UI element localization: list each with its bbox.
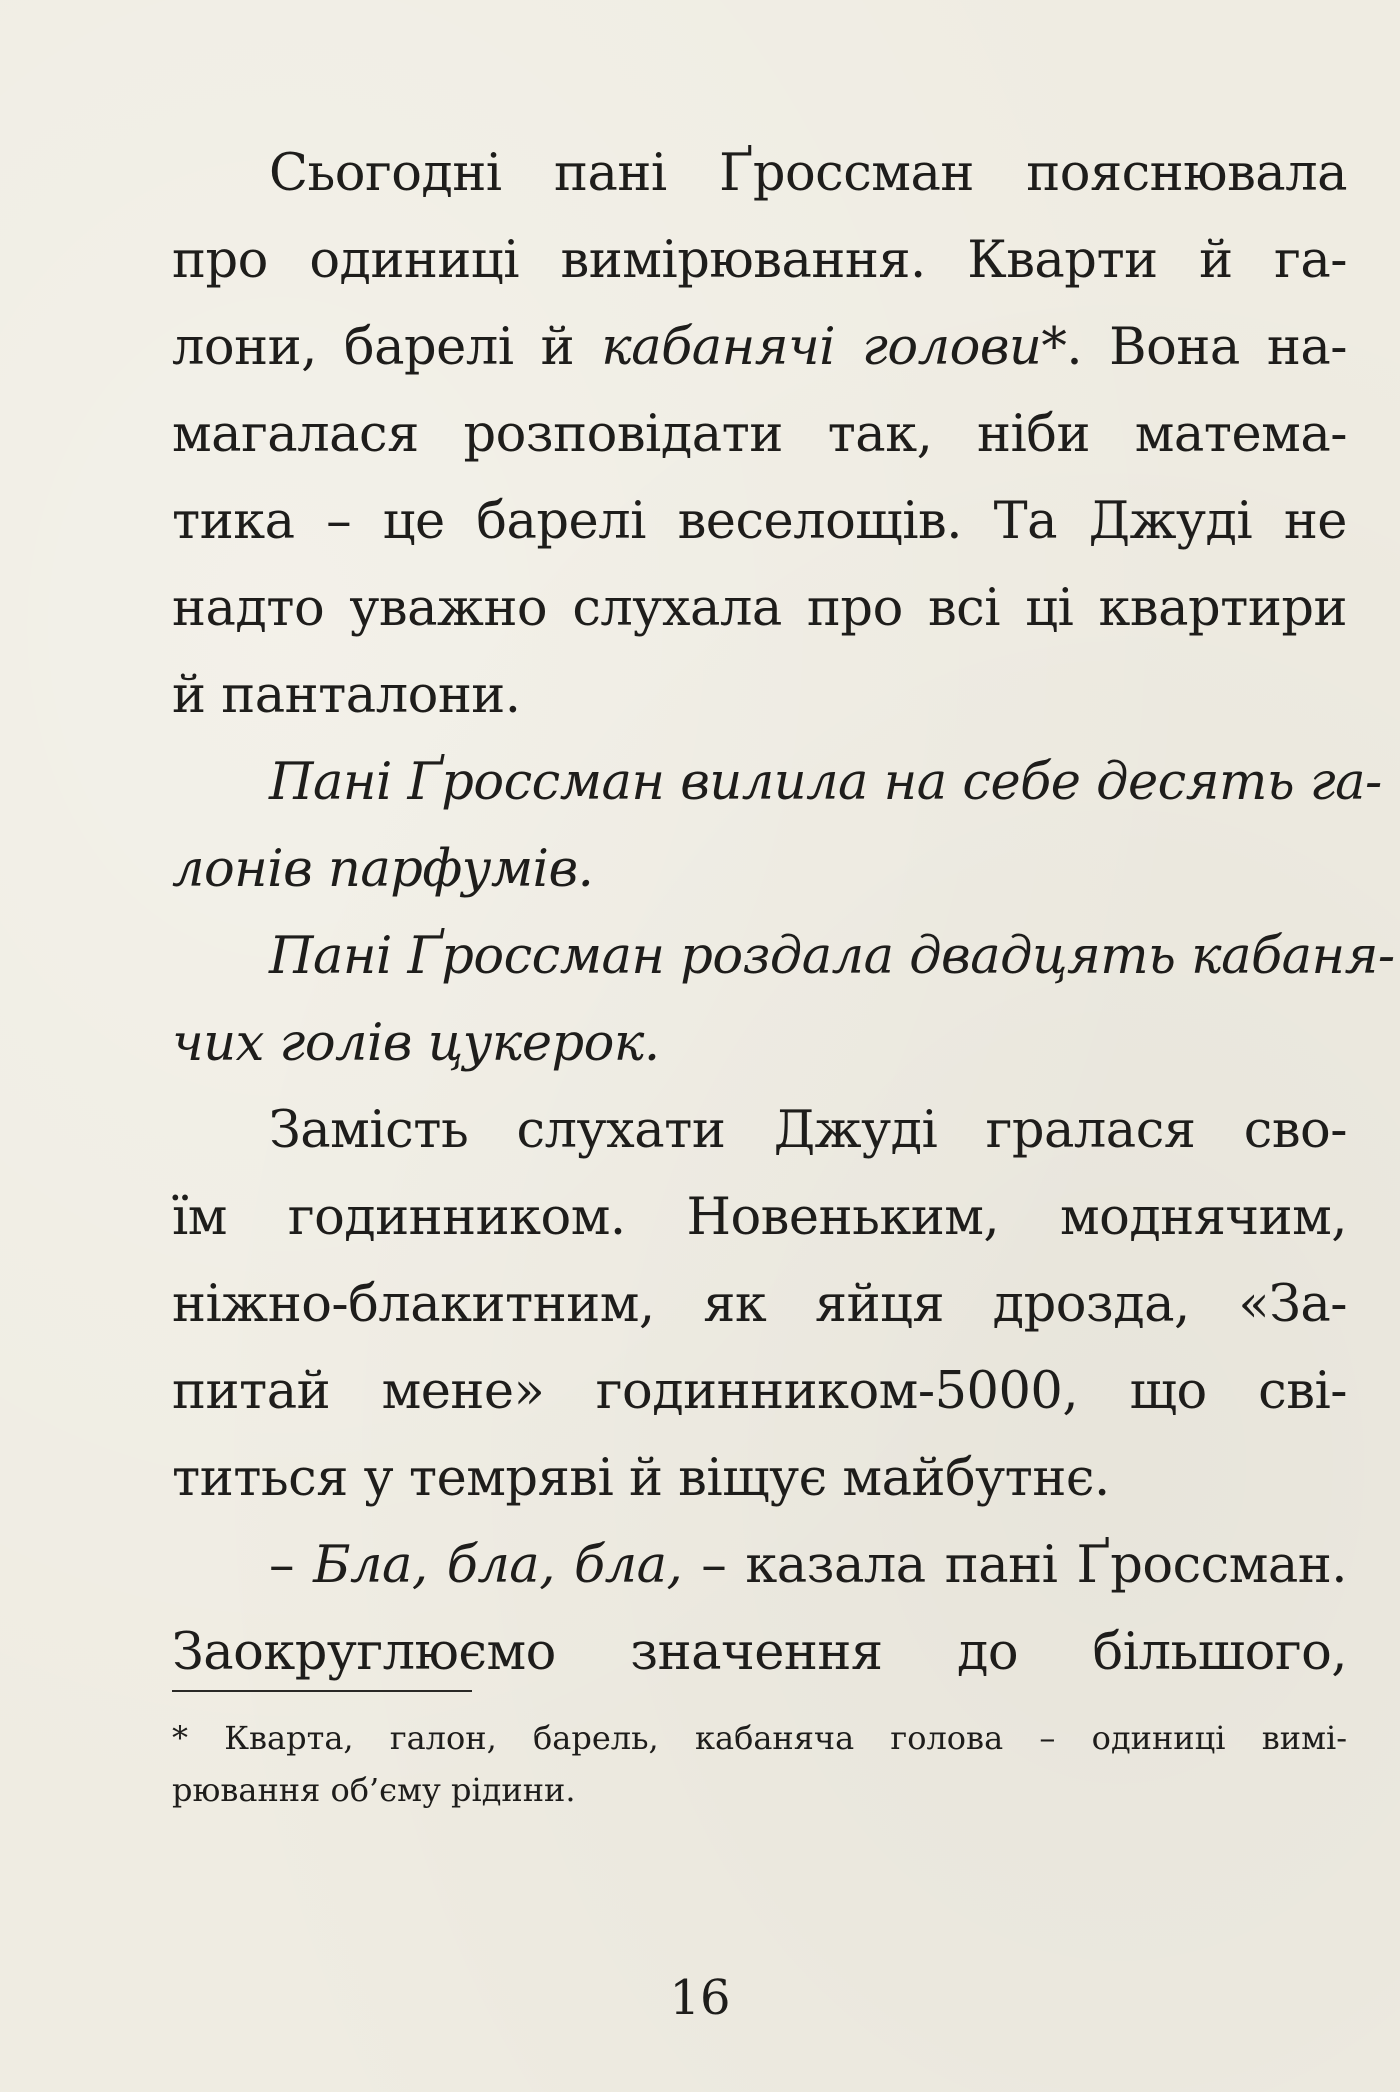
dialogue-line: – Бла, бла, бла, – казала пані Ґроссман. [269,1536,1348,1595]
footnote-line: * Кварта, галон, барель, кабаняча голова – одиниці вимі- [172,1719,1347,1757]
text-line: Сьогодні пані Ґроссман пояснювала [269,144,1347,203]
italic-line: Пані Ґроссман роздала двадцять кабаня- [269,927,1395,986]
text-line: про одиниці вимірювання. Кварти й га- [172,231,1347,290]
text-line: Заокруглюємо значення до більшого, [172,1623,1347,1682]
text-line: ніжно-блакитним, як яйця дрозда, «За- [172,1275,1347,1334]
main-text [172,130,1395,1696]
text-line: тика – це барелі веселощів. Та Джуді не [172,492,1347,551]
italic-line: чих голів цукерок. [172,1014,660,1073]
footnote [172,1712,1347,1816]
text-line: лони, барелі й кабанячі голови*. Вона на- [172,318,1347,377]
italic-line: Пані Ґроссман вилила на себе десять га- [269,753,1382,812]
italic-line: лонів парфумів. [172,840,594,899]
text-line: й панталони. [172,666,521,725]
italic-term: кабанячі голови [601,318,1042,377]
italic-speech: Бла, бла, бла, [313,1536,683,1595]
text-line: Замість слухати Джуді гралася сво- [269,1101,1347,1160]
text-line: титься у темряві й віщує майбутнє. [172,1449,1110,1508]
text-line: їм годинником. Новеньким, моднячим, [172,1188,1347,1247]
text-line: магалася розповідати так, ніби матема- [172,405,1347,464]
footnote-divider [172,1690,472,1692]
text-line: питай мене» годинником-5000, що сві- [172,1362,1347,1421]
page-number: 16 [669,1970,731,2026]
text-line: надто уважно слухала про всі ці квартири [172,579,1347,638]
footnote-line: рювання об’єму рідини. [172,1771,576,1809]
footnote-ref: *. Вона на- [1041,318,1347,377]
